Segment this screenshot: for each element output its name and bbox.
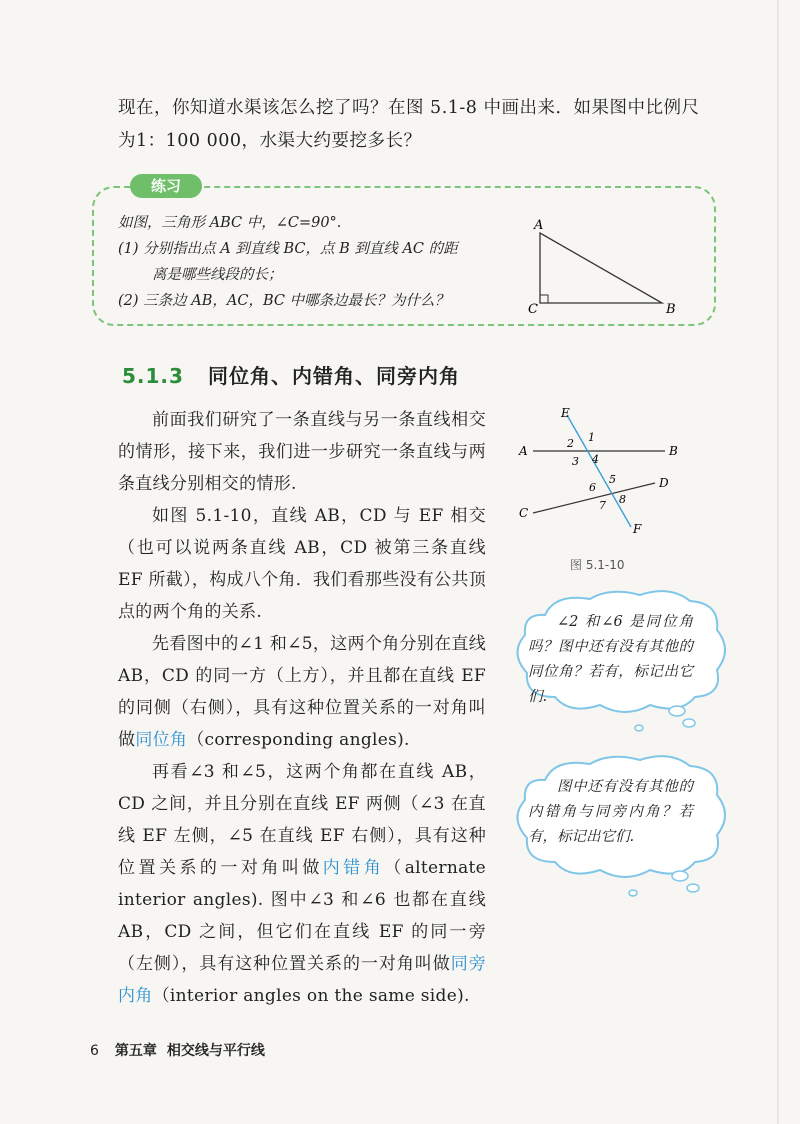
- paragraph-2: 如图 5.1-10，直线 AB，CD 与 EF 相交（也可以说两条直线 AB，CD 被第三条直线 EF 所截），构成八个角．我们看那些没有公共顶点的两个角的关系.: [118, 506, 487, 622]
- term-interior-angles-same-side: 同旁内角: [118, 954, 486, 1006]
- angle-label-7: 7: [599, 499, 606, 512]
- intro-paragraph: [118, 92, 718, 158]
- angle-label-8: 8: [619, 493, 626, 506]
- cloud-2-bubble-3: [629, 890, 637, 896]
- exercise-line-1: 如图，三角形 ABC 中，∠C=90°.: [118, 215, 342, 231]
- angle-label-6: 6: [589, 481, 596, 494]
- triangle-figure: [520, 215, 690, 325]
- cloud-2-bubble-1: [672, 871, 688, 881]
- term-corresponding-angles: 同位角: [135, 730, 188, 750]
- angle-label-5: 5: [609, 473, 616, 486]
- fig-label-f: F: [633, 522, 642, 536]
- cloud-1-text: ∠2 和∠6 是同位角吗？图中还有没有其他的同位角？若有，标记出它们.: [528, 614, 693, 705]
- paragraph-4: [118, 756, 486, 1012]
- figure-5-1-10: [515, 405, 690, 540]
- exercise-text: [118, 210, 498, 314]
- page-footer: [90, 1040, 265, 1060]
- angle-label-4: 4: [592, 453, 599, 466]
- fig-label-a: A: [519, 444, 528, 458]
- paragraph-3-english: （corresponding angles).: [187, 730, 410, 750]
- right-angle-mark: [540, 295, 548, 303]
- paragraph-3-text: 先看图中的∠1 和∠5，这两个角分别在直线 AB，CD 的同一方（上方），并且都在直线 EF 的同侧（右侧），具有这种位置关系的一对角叫做: [118, 634, 486, 750]
- fig-label-c: C: [519, 506, 529, 520]
- angle-label-2: 2: [567, 437, 574, 450]
- angle-label-3: 3: [572, 455, 579, 468]
- section-title: 同位角、内错角、同旁内角: [207, 364, 460, 388]
- fig-label-e: E: [561, 406, 570, 420]
- figure-caption: 图 5.1-10: [570, 558, 625, 572]
- cloud-1-bubble-2: [683, 719, 695, 727]
- paragraph-3: [118, 628, 486, 756]
- exercise-line-4: (2) 三条边 AB，AC，BC 中哪条边最长？为什么？: [118, 293, 450, 309]
- paragraph-4-text: 再看∠3 和∠5，这两个角都在直线 AB，CD 之间，并且分别在直线 EF 两侧（∠3 在直线 EF 左侧，∠5 在直线 EF 右侧），具有这种位置关系的一对角叫做: [118, 762, 486, 878]
- term-alternate-interior-angles: 内错角: [322, 858, 385, 878]
- exercise-line-2: (1) 分别指出点 A 到直线 BC，点 B 到直线 AC 的距: [118, 241, 458, 257]
- page-number: 6: [90, 1043, 99, 1059]
- intro-line-1: 现在，你知道水渠该怎么挖了吗？在图 5.1-8 中画出来．如果图中比例尺: [118, 98, 700, 118]
- paragraph-4-english: （interior angles on the same side).: [152, 986, 470, 1006]
- paragraph-4-middle: （alternate interior angles). 图中∠3 和∠6 也都在直线 AB，CD 之间，但它们在直线 EF 的同一旁（左侧），具有这种位置关系的一对角叫做: [118, 858, 486, 974]
- intro-line-2: 为1：100 000，水渠大约要挖多长？: [118, 131, 422, 151]
- triangle-label-a: A: [534, 218, 544, 233]
- main-text: [118, 404, 486, 1012]
- section-heading: [122, 360, 460, 389]
- chapter-title: 相交线与平行线: [166, 1043, 265, 1059]
- cloud-2-bubble-2: [687, 884, 699, 892]
- fig-label-d: D: [659, 476, 669, 490]
- triangle-label-b: B: [666, 302, 676, 317]
- exercise-line-3: 离是哪些线段的长；: [152, 267, 283, 283]
- cloud-1-bubble-3: [635, 725, 643, 731]
- paragraph-1: 前面我们研究了一条直线与另一条直线相交的情形，接下来，我们进一步研究一条直线与两条直线分别相交的情形.: [118, 410, 486, 494]
- cloud-2-text: 图中还有没有其他的内错角与同旁内角？若有，标记出它们.: [528, 779, 693, 845]
- fig-label-b: B: [669, 444, 678, 458]
- chapter-label: 第五章: [114, 1043, 157, 1059]
- angle-label-1: 1: [588, 431, 595, 444]
- triangle-abc: [540, 233, 662, 303]
- triangle-label-c: C: [528, 302, 538, 317]
- exercise-tag: 练习: [130, 174, 202, 198]
- section-number: 5.1.3: [122, 364, 184, 388]
